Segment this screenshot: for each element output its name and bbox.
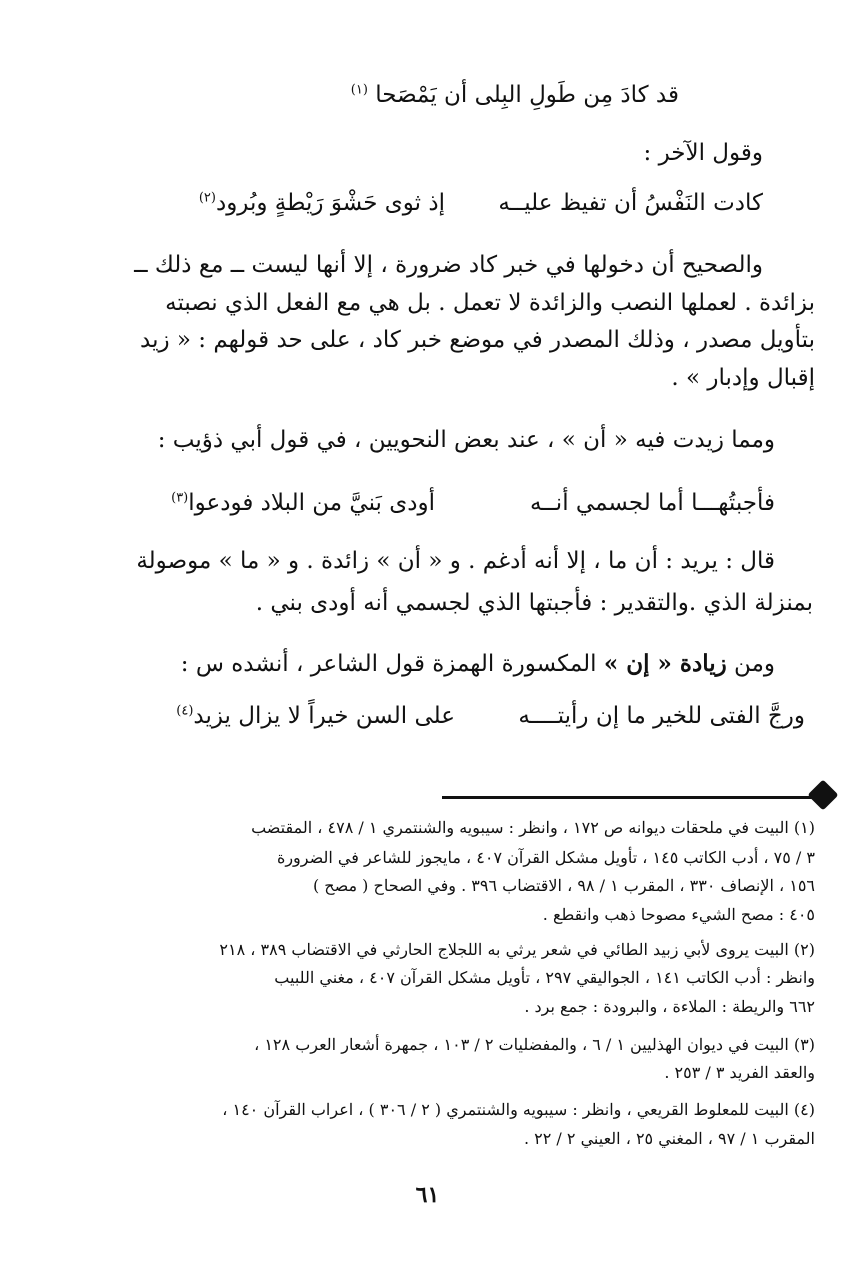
footnote-ref-1: (١) (350, 82, 368, 98)
footnote-1-line-2: ٣ / ٧٥ ، أدب الكاتب ١٤٥ ، تأويل مشكل القرآن ٤٠٧ ، مايجوز للشاعر في الضرورة (276, 848, 815, 867)
verse-3-first-hemistich: فأجبتُهـــا أما لجسمي أنــه (529, 490, 775, 516)
verse-4 (0, 703, 855, 735)
verse-2 (0, 190, 855, 222)
verse-4-first-hemistich: ورجَّ الفتى للخير ما إن رأيتــــه (518, 703, 805, 729)
prose-1-line-4: إقبال وإدبار » . (671, 365, 815, 391)
verse-4-second-text: على السن خيراً لا يزال يزيد (193, 703, 455, 729)
footnote-4-line-1: (٤) البيت للمعلوط القريعي ، وانظر : سيبويه والشنتمري ( ٢ / ٣٠٦ ) ، اعراب القرآن ١٤٠ ، (222, 1100, 815, 1119)
intro-line-4 (181, 650, 775, 679)
footnote-ref-4: (٤) (176, 703, 194, 719)
footnote-ref-2: (٢) (198, 190, 216, 206)
verse-3-second-hemistich (171, 490, 435, 518)
verse-1-text: قد كادَ مِن طَولِ البِلى أن يَمْصَحا (375, 82, 679, 108)
prose-2-line-2: بمنزلة الذي .والتقدير : فأجبتها الذي لجسمي أنه أودى بني . (255, 590, 813, 616)
footnote-1-line-1: (١) البيت في ملحقات ديوانه ص ١٧٢ ، وانظر : سيبويه والشنتمري ١ / ٤٧٨ ، المقتضب (251, 818, 815, 837)
intro-line-2: وقول الآخر : (643, 140, 763, 166)
page-number: ٦١ (415, 1182, 440, 1208)
prose-1-line-2: بزائدة . لعملها النصب والزائدة لا تعمل . بل هي مع الفعل الذي نصبته (165, 290, 815, 316)
verse-2-second-hemistich (199, 190, 445, 218)
prose-1-line-1: والصحيح أن دخولها في خبر كاد ضرورة ، إلا أنها ليست ــ مع ذلك ــ (134, 252, 763, 278)
footnote-2-line-1: (٢) البيت يروى لأبي زبيد الطائي في شعر يرثي به اللجلاج الحارثي في الاقتضاب ٣٨٩ ، ٢١٨ (219, 940, 815, 959)
footnote-4-line-2: المقرب ١ / ٩٧ ، المغني ٢٥ ، العيني ٢ / ٢٢ . (523, 1129, 815, 1148)
prose-1-line-3: بتأويل مصدر ، وذلك المصدر في موضع خبر كاد ، على حد قولهم : « زيد (140, 327, 815, 353)
footnote-2-line-3: ٦٦٢ والريطة : الملاءة ، والبرودة : جمع برد . (524, 997, 815, 1016)
footnote-1-line-4: ٤٠٥ : مصح الشيء مصوحا ذهب وانقطع . (542, 905, 815, 924)
intro-4-bold: زيادة « إن » (603, 650, 727, 677)
footnote-3-line-1: (٣) البيت في ديوان الهذليين ١ / ٦ ، والمفضليات ٢ / ١٠٣ ، جمهرة أشعار العرب ١٢٨ ، (254, 1035, 815, 1054)
footnote-2-line-2: وانظر : أدب الكاتب ١٤١ ، الجواليقي ٢٩٧ ، تأويل مشكل القرآن ٤٠٧ ، مغني اللبيب (274, 968, 815, 987)
verse-3-second-text: أودى بَنيَّ من البلاد فودعوا (188, 490, 435, 516)
verse-2-second-text: إذ ثوى حَشْوَ رَيْطةٍ وبُرود (215, 190, 445, 216)
verse-4-second-hemistich (176, 703, 455, 731)
prose-2-line-1: قال : يريد : أن ما ، إلا أنه أدغم . و « أن » زائدة . و « ما » موصولة (136, 548, 775, 574)
footnote-separator (442, 796, 814, 799)
verse-line-1 (351, 82, 679, 110)
intro-4-post: المكسورة الهمزة قول الشاعر ، أنشده س : (180, 651, 604, 677)
ornament-diamond-icon (807, 779, 838, 810)
intro-line-3: ومما زيدت فيه « أن » ، عند بعض النحويين ، في قول أبي ذؤيب : (157, 427, 775, 453)
verse-2-first-hemistich: كادت النَفْسُ أن تفيظ عليــه (498, 190, 763, 216)
footnote-ref-3: (٣) (171, 490, 189, 506)
footnote-1-line-3: ١٥٦ ، الإنصاف ٣٣٠ ، المقرب ١ / ٩٨ ، الاقتضاب ٣٩٦ . وفي الصحاح ( مصح ) (312, 876, 815, 895)
intro-4-pre: ومن (726, 651, 775, 677)
verse-3 (0, 490, 855, 522)
footnote-3-line-2: والعقد الفريد ٣ / ٢٥٣ . (664, 1063, 815, 1082)
